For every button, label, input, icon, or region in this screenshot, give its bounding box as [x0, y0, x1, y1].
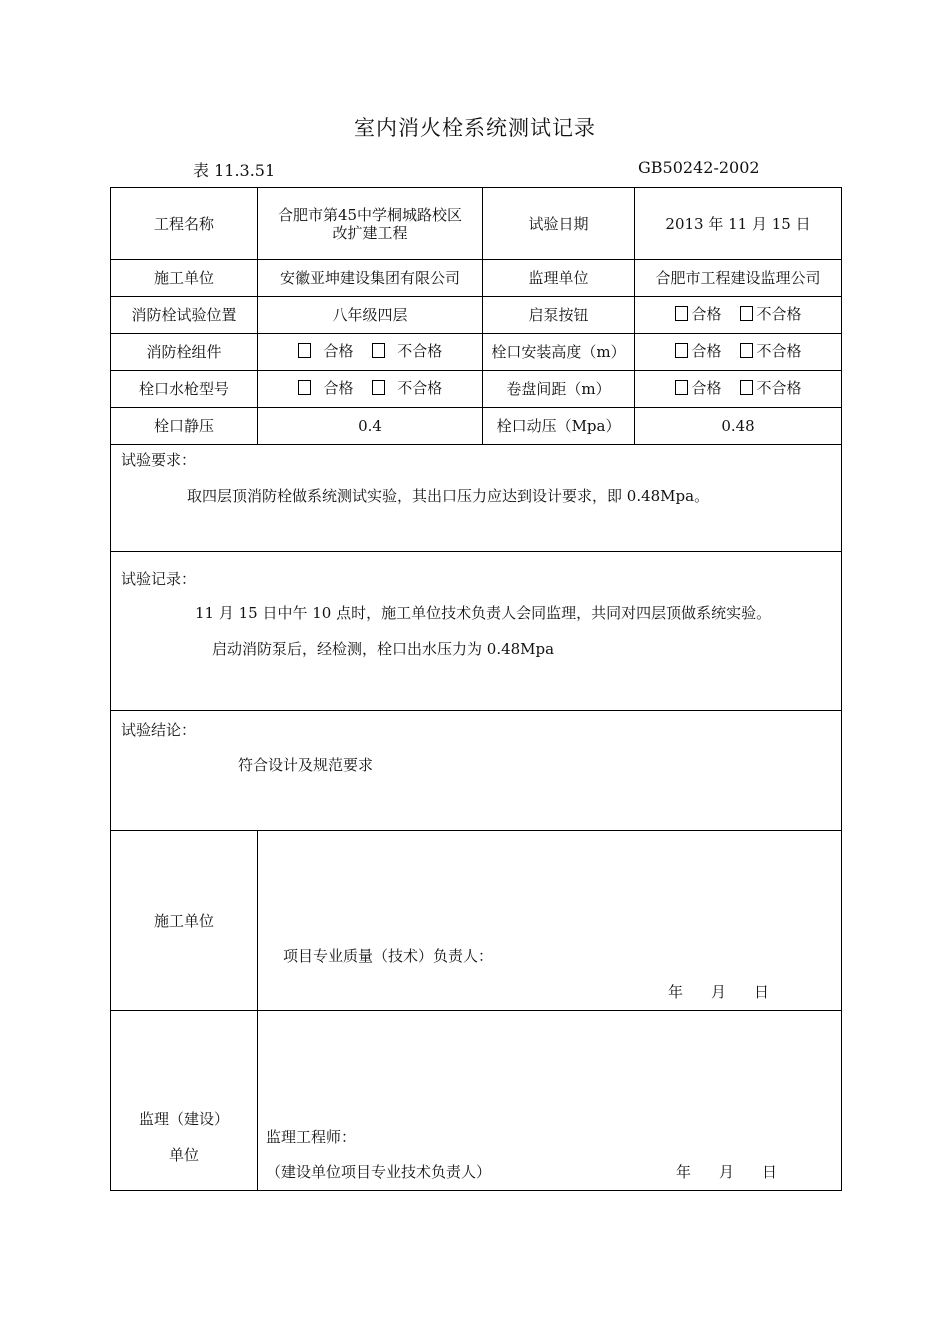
month-label: 月	[719, 1163, 735, 1181]
row-conclusion	[111, 711, 842, 831]
record-line2: 启动消防泵后，经检测，栓口出水压力为 0.48Mpa	[212, 640, 555, 658]
project-name-value	[258, 188, 483, 260]
record-line1: 11 月 15 日中午 10 点时，施工单位技术负责人会同监理，共同对四层顶做系统实验。	[195, 604, 772, 622]
supervisor-value: 合肥市工程建设监理公司	[635, 260, 842, 297]
row-hydrant-assembly	[111, 334, 842, 371]
pump-button-label: 启泵按钮	[483, 297, 635, 334]
row-contractor-signoff	[111, 831, 842, 1011]
pass-label: 合格	[691, 341, 722, 360]
supervisor-engineer: 监理工程师：	[266, 1128, 357, 1146]
conclusion-block	[111, 711, 842, 831]
test-date-value: 2013 年 11 月 15 日	[635, 188, 842, 260]
contractor-label: 施工单位	[111, 260, 258, 297]
row-pressure	[111, 408, 842, 445]
row-requirements	[111, 445, 842, 552]
fail-label: 不合格	[756, 378, 802, 397]
nozzle-model-checks	[258, 371, 483, 408]
day-label: 日	[754, 983, 770, 1001]
supervisor-label: 监理单位	[483, 260, 635, 297]
reel-spacing-label: 卷盘间距（m）	[483, 371, 635, 408]
fail-label: 不合格	[397, 378, 443, 397]
row-supervisor-signoff	[111, 1011, 842, 1191]
owner-technical-lead: （建设单位项目专业技术负责人）	[266, 1163, 492, 1181]
project-name-label: 工程名称	[111, 188, 258, 260]
dynamic-pressure-value: 0.48	[635, 408, 842, 445]
month-label: 月	[711, 983, 727, 1001]
nozzle-model-pass-checkbox[interactable]	[298, 380, 311, 395]
pass-label: 合格	[323, 378, 354, 397]
conclusion-label: 试验结论：	[121, 721, 197, 739]
nozzle-model-label: 栓口水枪型号	[111, 371, 258, 408]
row-nozzle-model	[111, 371, 842, 408]
test-record-table	[110, 187, 842, 1191]
year-label: 年	[676, 1163, 692, 1181]
hydrant-assembly-pass-checkbox[interactable]	[298, 343, 311, 358]
hydrant-assembly-label: 消防栓组件	[111, 334, 258, 371]
reel-spacing-fail-checkbox[interactable]	[740, 380, 753, 395]
outlet-height-checks	[635, 334, 842, 371]
dynamic-pressure-label: 栓口动压（Mpa）	[483, 408, 635, 445]
supervisor-signoff-label-line1: 监理（建设）	[139, 1109, 230, 1128]
requirements-block	[111, 445, 842, 552]
outlet-height-label: 栓口安装高度（m）	[483, 334, 635, 371]
fail-label: 不合格	[756, 341, 802, 360]
row-record	[111, 552, 842, 711]
hydrant-assembly-checks	[258, 334, 483, 371]
outlet-height-fail-checkbox[interactable]	[740, 343, 753, 358]
requirements-label: 试验要求：	[121, 451, 197, 469]
supervisor-signoff-date	[676, 1163, 777, 1181]
requirements-text: 取四层顶消防栓做系统测试实验，其出口压力应达到设计要求，即 0.48Mpa。	[187, 487, 710, 505]
day-label: 日	[762, 1163, 778, 1181]
form-number: 表 11.3.51	[193, 161, 276, 180]
row-project-name	[111, 188, 842, 260]
page-title: 室内消火栓系统测试记录	[354, 116, 596, 140]
fail-label: 不合格	[756, 304, 802, 323]
reel-spacing-pass-checkbox[interactable]	[675, 380, 688, 395]
project-name-line2: 改扩建工程	[332, 223, 408, 242]
pass-label: 合格	[691, 378, 722, 397]
contractor-signoff-person: 项目专业质量（技术）负责人：	[283, 947, 494, 965]
record-label: 试验记录：	[121, 570, 197, 588]
project-name-line1: 合肥市第45中学桐城路校区	[277, 205, 463, 224]
row-hydrant-location	[111, 297, 842, 334]
contractor-signoff-date	[668, 983, 769, 1001]
record-block	[111, 552, 842, 711]
supervisor-signoff-label-line2: 单位	[169, 1145, 200, 1164]
test-date-label: 试验日期	[483, 188, 635, 260]
outlet-height-pass-checkbox[interactable]	[675, 343, 688, 358]
conclusion-text: 符合设计及规范要求	[238, 756, 374, 774]
contractor-signoff-area	[258, 831, 842, 1011]
reel-spacing-checks	[635, 371, 842, 408]
pump-button-pass-checkbox[interactable]	[675, 306, 688, 321]
pass-label: 合格	[691, 304, 722, 323]
hydrant-location-label: 消防栓试验位置	[111, 297, 258, 334]
hydrant-location-value: 八年级四层	[258, 297, 483, 334]
year-label: 年	[668, 983, 684, 1001]
pump-button-fail-checkbox[interactable]	[740, 306, 753, 321]
static-pressure-label: 栓口静压	[111, 408, 258, 445]
row-contractor	[111, 260, 842, 297]
contractor-signoff-label: 施工单位	[111, 831, 258, 1011]
contractor-value: 安徽亚坤建设集团有限公司	[258, 260, 483, 297]
standard-number: GB50242-2002	[638, 158, 760, 177]
fail-label: 不合格	[397, 341, 443, 360]
supervisor-signoff-area	[258, 1011, 842, 1191]
hydrant-assembly-fail-checkbox[interactable]	[372, 343, 385, 358]
static-pressure-value: 0.4	[258, 408, 483, 445]
pass-label: 合格	[323, 341, 354, 360]
supervisor-signoff-label	[111, 1011, 258, 1191]
pump-button-checks	[635, 297, 842, 334]
nozzle-model-fail-checkbox[interactable]	[372, 380, 385, 395]
